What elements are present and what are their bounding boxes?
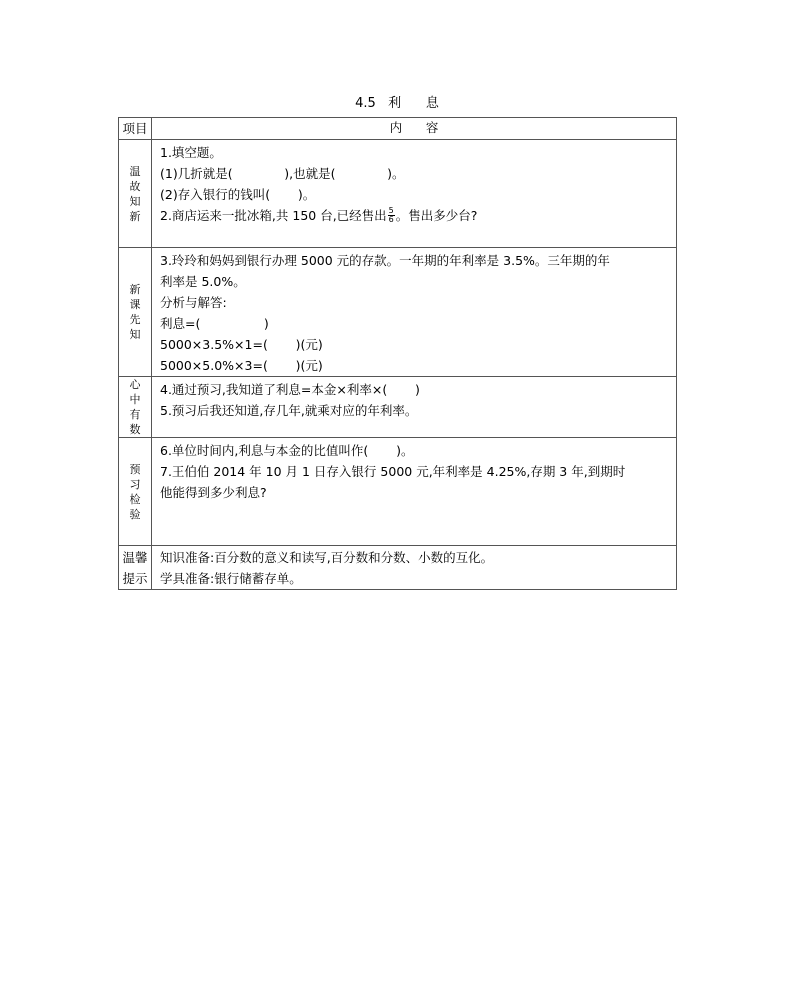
page-title: 4.5 利 息: [355, 96, 439, 111]
section-content: [152, 546, 677, 590]
question-line: (1)几折就是( ),也就是( )。: [160, 166, 405, 181]
question-line: 7.王伯伯 2014 年 10 月 1 日存入银行 5000 元,年利率是 4.25%,存期 3 年,到期时: [160, 464, 626, 479]
question-line: 4.通过预习,我知道了利息=本金×利率×( ): [160, 382, 420, 397]
question-line: 他能得到多少利息?: [160, 485, 267, 500]
question-line: 3.玲玲和妈妈到银行办理 5000 元的存款。一年期的年利率是 3.5%。三年期的年: [160, 253, 610, 268]
header-content: 内 容: [152, 118, 677, 140]
section-check: [119, 438, 677, 546]
section-mind: [119, 377, 677, 438]
header-project: 项目: [119, 118, 152, 140]
fraction: $\frac{5}{6}$: [388, 206, 394, 224]
question-line: 5000×5.0%×3=( )(元): [160, 358, 323, 373]
table-header-row: [119, 118, 677, 140]
section-preview: [119, 248, 677, 377]
tip-line: 学具准备:银行储蓄存单。: [160, 571, 302, 586]
section-tips: [119, 546, 677, 590]
section-content: [152, 377, 677, 438]
section-content: [152, 248, 677, 377]
question-line: (2)存入银行的钱叫( )。: [160, 187, 316, 202]
question-line: 分析与解答:: [160, 295, 227, 310]
question-line: 利率是 5.0%。: [160, 274, 246, 289]
section-content: [152, 140, 677, 248]
question-line: 5000×3.5%×1=( )(元): [160, 337, 323, 352]
question-line: 1.填空题。: [160, 145, 222, 160]
section-content: [152, 438, 677, 546]
question-line: 5.预习后我还知道,存几年,就乘对应的年利率。: [160, 403, 418, 418]
tip-line: 知识准备:百分数的意义和读写,百分数和分数、小数的互化。: [160, 550, 494, 565]
question-line: 6.单位时间内,利息与本金的比值叫作( )。: [160, 443, 414, 458]
section-label: 温馨 提示: [119, 546, 152, 590]
question-line: 2.商店运来一批冰箱,共 150 台,已经售出 $\frac{5}{6}$ 。售出多少台?: [160, 206, 478, 224]
section-review: [119, 140, 677, 248]
section-label: 预 习 检 验: [119, 438, 152, 546]
lesson-table: [118, 117, 677, 590]
question-line: 利息=( ): [160, 316, 269, 331]
section-label: 温 故 知 新: [119, 140, 152, 248]
section-label: 新 课 先 知: [119, 248, 152, 377]
section-label: 心 中 有 数: [119, 377, 152, 438]
